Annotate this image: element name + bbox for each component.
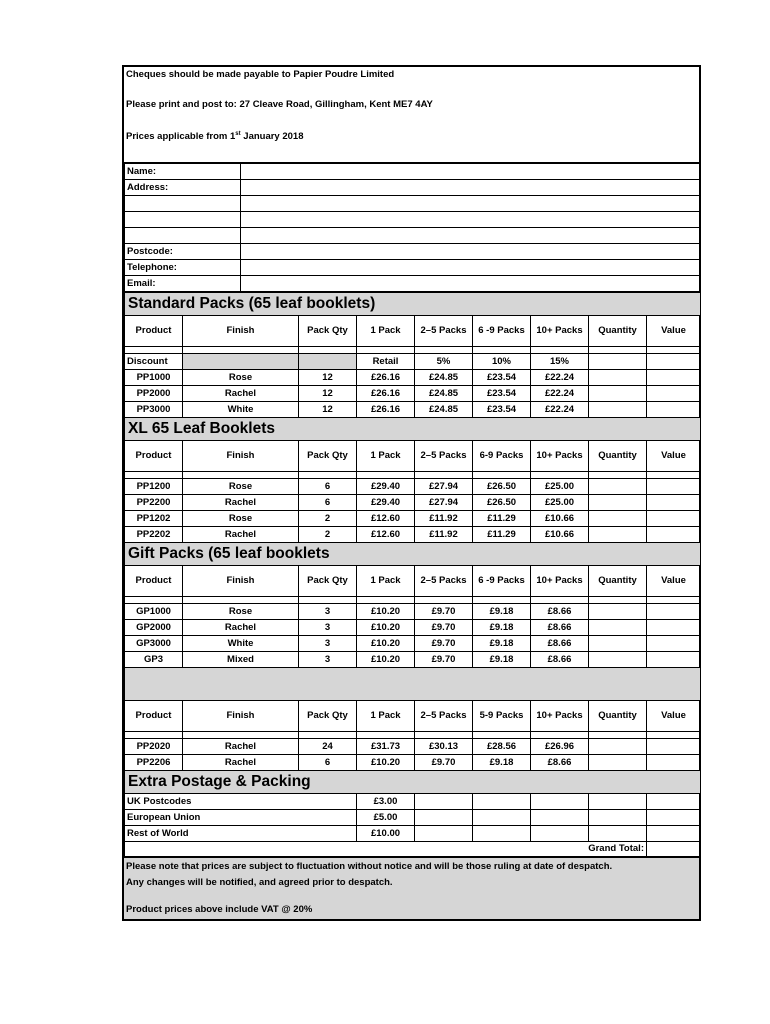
- spacer-cell: [589, 597, 647, 604]
- order-form: [122, 65, 701, 921]
- spacer-cell: [415, 472, 473, 479]
- discount-cell: 10%: [473, 354, 531, 370]
- col-2-5-packs: £30.13: [415, 739, 473, 755]
- col-product: PP1000: [125, 370, 183, 386]
- product-row: [125, 479, 701, 495]
- col-finish: White: [183, 402, 299, 418]
- col-finish: Rose: [183, 604, 299, 620]
- col-10-plus-packs-header: 10+ Packs: [531, 701, 589, 732]
- col-1-pack: £31.73: [357, 739, 415, 755]
- col-10-plus-packs: £8.66: [531, 755, 589, 771]
- xl-booklets: [125, 418, 701, 441]
- product-row: [125, 370, 701, 386]
- postage-cell: [531, 810, 589, 826]
- col-quantity[interactable]: [589, 755, 647, 771]
- customer-row: [125, 260, 701, 276]
- col-1-pack: £29.40: [357, 479, 415, 495]
- spacer-cell: [473, 597, 531, 604]
- col-10-plus-packs-header: 10+ Packs: [531, 566, 589, 597]
- customer-field-input[interactable]: [241, 212, 701, 228]
- customer-row: [125, 180, 701, 196]
- col-10-plus-packs: £22.24: [531, 402, 589, 418]
- customer-row: [125, 228, 701, 244]
- col-2-5-packs: £9.70: [415, 636, 473, 652]
- postage-cell: [531, 826, 589, 842]
- col-pack-qty: 3: [299, 604, 357, 620]
- col-1-pack: £26.16: [357, 402, 415, 418]
- col-2-5-packs: £27.94: [415, 479, 473, 495]
- spacer-cell: [589, 347, 647, 354]
- col-pack-qty-header: Pack Qty: [299, 316, 357, 347]
- spacer-cell: [183, 597, 299, 604]
- col-product: GP1000: [125, 604, 183, 620]
- postage-destination: European Union: [125, 810, 357, 826]
- spacer-cell: [531, 472, 589, 479]
- spacer-cell: [125, 347, 183, 354]
- customer-row: [125, 212, 701, 228]
- col-product: PP2200: [125, 495, 183, 511]
- col-1-pack: £10.20: [357, 620, 415, 636]
- spacer-cell: [125, 597, 183, 604]
- discount-cell: [647, 354, 701, 370]
- spacer-row: [125, 472, 701, 479]
- customer-row: [125, 164, 701, 180]
- extra-postage: [125, 771, 701, 794]
- customer-field-input[interactable]: [241, 180, 701, 196]
- col-quantity-header: Quantity: [589, 316, 647, 347]
- standard-packs: [125, 293, 701, 316]
- col-1-pack: £10.20: [357, 636, 415, 652]
- customer-field-label: Address:: [125, 180, 241, 196]
- form-header: [124, 67, 699, 163]
- customer-field-label: Name:: [125, 164, 241, 180]
- col-6-9-packs-header: 5-9 Packs: [473, 701, 531, 732]
- col-2-5-packs: £9.70: [415, 652, 473, 668]
- col-2-5-packs: £24.85: [415, 370, 473, 386]
- col-product: PP1200: [125, 479, 183, 495]
- spacer-cell: [531, 347, 589, 354]
- postage-price: £3.00: [357, 794, 415, 810]
- col-2-5-packs-header: 2–5 Packs: [415, 441, 473, 472]
- postage-cell: [531, 794, 589, 810]
- col-pack-qty: 12: [299, 386, 357, 402]
- col-1-pack: £26.16: [357, 386, 415, 402]
- col-product-header: Product: [125, 316, 183, 347]
- discount-cell: [299, 354, 357, 370]
- col-finish: Rose: [183, 370, 299, 386]
- spacer-cell: [299, 732, 357, 739]
- customer-field-label: Email:: [125, 276, 241, 292]
- col-10-plus-packs-header: 10+ Packs: [531, 316, 589, 347]
- col-1-pack-header: 1 Pack: [357, 566, 415, 597]
- discount-cell: [589, 354, 647, 370]
- col-6-9-packs: £9.18: [473, 652, 531, 668]
- product-row: [125, 636, 701, 652]
- col-6-9-packs-header: 6-9 Packs: [473, 441, 531, 472]
- col-6-9-packs: £9.18: [473, 604, 531, 620]
- postage-price: £5.00: [357, 810, 415, 826]
- product-row: [125, 386, 701, 402]
- col-2-5-packs-header: 2–5 Packs: [415, 316, 473, 347]
- blank-row: [125, 668, 701, 701]
- postage-destination: Rest of World: [125, 826, 357, 842]
- customer-field-input[interactable]: [241, 196, 701, 212]
- col-product: GP3000: [125, 636, 183, 652]
- col-value-header: Value: [647, 316, 701, 347]
- col-1-pack: £10.20: [357, 755, 415, 771]
- product-row: [125, 402, 701, 418]
- col-2-5-packs: £24.85: [415, 402, 473, 418]
- spacer-cell: [357, 597, 415, 604]
- customer-row: [125, 196, 701, 212]
- postage-cell[interactable]: [589, 826, 647, 842]
- postage-cell: [415, 794, 473, 810]
- col-value: [647, 495, 701, 511]
- col-6-9-packs: £23.54: [473, 386, 531, 402]
- col-6-9-packs: £26.50: [473, 479, 531, 495]
- col-quantity[interactable]: [589, 636, 647, 652]
- col-quantity[interactable]: [589, 511, 647, 527]
- col-10-plus-packs: £25.00: [531, 495, 589, 511]
- discount-cell: Discount: [125, 354, 183, 370]
- postage-cell: [473, 810, 531, 826]
- col-product: GP2000: [125, 620, 183, 636]
- col-10-plus-packs: £26.96: [531, 739, 589, 755]
- col-10-plus-packs-header: 10+ Packs: [531, 441, 589, 472]
- col-value: [647, 636, 701, 652]
- col-2-5-packs: £24.85: [415, 386, 473, 402]
- gift-packs: [125, 543, 701, 566]
- spacer-cell: [357, 732, 415, 739]
- notes: [124, 857, 699, 919]
- column-header-row: [125, 701, 701, 732]
- col-finish: Rachel: [183, 755, 299, 771]
- col-value: [647, 620, 701, 636]
- col-quantity[interactable]: [589, 604, 647, 620]
- col-2-5-packs-header: 2–5 Packs: [415, 566, 473, 597]
- col-finish-header: Finish: [183, 441, 299, 472]
- col-6-9-packs: £26.50: [473, 495, 531, 511]
- customer-row: [125, 276, 701, 292]
- product-row: [125, 495, 701, 511]
- xl-booklets-title: XL 65 Leaf Booklets: [125, 418, 701, 441]
- col-product-header: Product: [125, 566, 183, 597]
- customer-field-input[interactable]: [241, 164, 701, 180]
- price-table: [124, 292, 701, 857]
- postage-row: [125, 810, 701, 826]
- col-1-pack: £10.20: [357, 652, 415, 668]
- postage-cell: [473, 794, 531, 810]
- spacer-cell: [357, 472, 415, 479]
- col-1-pack: £29.40: [357, 495, 415, 511]
- standard-packs-title: Standard Packs (65 leaf booklets): [125, 293, 701, 316]
- col-pack-qty: 6: [299, 479, 357, 495]
- spacer-row: [125, 732, 701, 739]
- col-value: [647, 479, 701, 495]
- product-row: [125, 739, 701, 755]
- product-row: [125, 511, 701, 527]
- gift-packs-title: Gift Packs (65 leaf booklets: [125, 543, 701, 566]
- col-value: [647, 402, 701, 418]
- col-6-9-packs: £9.18: [473, 636, 531, 652]
- spacer-cell: [473, 732, 531, 739]
- product-row: [125, 527, 701, 543]
- notes-line-2: Any changes will be notified, and agreed prior to despatch.: [126, 877, 393, 888]
- col-10-plus-packs: £25.00: [531, 479, 589, 495]
- customer-field-label: Postcode:: [125, 244, 241, 260]
- product-row: [125, 755, 701, 771]
- col-1-pack-header: 1 Pack: [357, 701, 415, 732]
- col-pack-qty-header: Pack Qty: [299, 441, 357, 472]
- col-product: PP2000: [125, 386, 183, 402]
- col-2-5-packs: £27.94: [415, 495, 473, 511]
- customer-field-label: Telephone:: [125, 260, 241, 276]
- extra-postage-title: Extra Postage & Packing: [125, 771, 701, 794]
- spacer-cell: [473, 347, 531, 354]
- spacer-cell: [299, 472, 357, 479]
- col-pack-qty: 2: [299, 511, 357, 527]
- col-pack-qty-header: Pack Qty: [299, 701, 357, 732]
- col-10-plus-packs: £10.66: [531, 511, 589, 527]
- col-10-plus-packs: £22.24: [531, 370, 589, 386]
- col-finish-header: Finish: [183, 316, 299, 347]
- col-1-pack: £10.20: [357, 604, 415, 620]
- col-product-header: Product: [125, 701, 183, 732]
- col-finish-header: Finish: [183, 566, 299, 597]
- spacer-cell: [125, 732, 183, 739]
- customer-field-label: [125, 212, 241, 228]
- col-pack-qty: 3: [299, 620, 357, 636]
- col-product-header: Product: [125, 441, 183, 472]
- discount-row: [125, 354, 701, 370]
- col-quantity-header: Quantity: [589, 441, 647, 472]
- blank-band: [125, 668, 701, 701]
- customer-field-input[interactable]: [241, 228, 701, 244]
- postage-cell[interactable]: [589, 810, 647, 826]
- col-10-plus-packs: £8.66: [531, 652, 589, 668]
- postal-address: Please print and post to: 27 Cleave Road, Gillingham, Kent ME7 4AY: [126, 99, 433, 110]
- col-finish: Rachel: [183, 495, 299, 511]
- col-value: [647, 511, 701, 527]
- spacer-cell: [125, 472, 183, 479]
- discount-cell: 15%: [531, 354, 589, 370]
- postage-price: £10.00: [357, 826, 415, 842]
- col-finish: White: [183, 636, 299, 652]
- col-finish: Rachel: [183, 527, 299, 543]
- spacer-cell: [647, 597, 701, 604]
- customer-field-label: [125, 196, 241, 212]
- col-6-9-packs: £28.56: [473, 739, 531, 755]
- col-quantity-header: Quantity: [589, 566, 647, 597]
- col-value: [647, 652, 701, 668]
- postage-row: [125, 794, 701, 810]
- customer-field-input[interactable]: [241, 244, 701, 260]
- col-pack-qty: 12: [299, 402, 357, 418]
- postage-destination: UK Postcodes: [125, 794, 357, 810]
- col-2-5-packs-header: 2–5 Packs: [415, 701, 473, 732]
- col-2-5-packs: £11.92: [415, 511, 473, 527]
- col-finish: Rachel: [183, 739, 299, 755]
- spacer-cell: [299, 347, 357, 354]
- col-6-9-packs-header: 6 -9 Packs: [473, 566, 531, 597]
- col-quantity[interactable]: [589, 495, 647, 511]
- spacer-cell: [183, 472, 299, 479]
- col-value: [647, 755, 701, 771]
- col-2-5-packs: £11.92: [415, 527, 473, 543]
- col-1-pack: £12.60: [357, 527, 415, 543]
- col-value: [647, 370, 701, 386]
- col-finish: Mixed: [183, 652, 299, 668]
- postage-cell: [473, 826, 531, 842]
- col-pack-qty: 6: [299, 495, 357, 511]
- postage-cell: [647, 826, 701, 842]
- spacer-cell: [647, 347, 701, 354]
- col-pack-qty: 24: [299, 739, 357, 755]
- col-value: [647, 604, 701, 620]
- col-quantity[interactable]: [589, 402, 647, 418]
- postage-cell: [647, 794, 701, 810]
- grand-total-row: [125, 842, 701, 857]
- cheques-note: Cheques should be made payable to Papier Poudre Limited: [126, 69, 395, 80]
- col-6-9-packs: £9.18: [473, 620, 531, 636]
- col-finish: Rose: [183, 479, 299, 495]
- product-row: [125, 604, 701, 620]
- col-product: PP2206: [125, 755, 183, 771]
- column-header-row: [125, 316, 701, 347]
- col-finish-header: Finish: [183, 701, 299, 732]
- col-1-pack-header: 1 Pack: [357, 441, 415, 472]
- customer-field-label: [125, 228, 241, 244]
- discount-cell: Retail: [357, 354, 415, 370]
- col-10-plus-packs: £8.66: [531, 636, 589, 652]
- col-quantity[interactable]: [589, 739, 647, 755]
- col-finish: Rachel: [183, 620, 299, 636]
- spacer-row: [125, 597, 701, 604]
- col-pack-qty: 3: [299, 636, 357, 652]
- column-header-row: [125, 441, 701, 472]
- product-row: [125, 620, 701, 636]
- col-1-pack-header: 1 Pack: [357, 316, 415, 347]
- spacer-cell: [473, 472, 531, 479]
- col-6-9-packs: £11.29: [473, 527, 531, 543]
- prices-date: Prices applicable from 1st January 2018: [126, 131, 304, 143]
- col-finish: Rachel: [183, 386, 299, 402]
- col-quantity[interactable]: [589, 652, 647, 668]
- col-1-pack: £12.60: [357, 511, 415, 527]
- col-10-plus-packs: £8.66: [531, 620, 589, 636]
- spacer-cell: [647, 732, 701, 739]
- column-header-row: [125, 566, 701, 597]
- postage-cell: [415, 810, 473, 826]
- product-row: [125, 652, 701, 668]
- col-6-9-packs: £11.29: [473, 511, 531, 527]
- spacer-cell: [299, 597, 357, 604]
- col-6-9-packs: £23.54: [473, 370, 531, 386]
- spacer-cell: [589, 732, 647, 739]
- discount-cell: 5%: [415, 354, 473, 370]
- postage-cell: [415, 826, 473, 842]
- col-pack-qty: 2: [299, 527, 357, 543]
- spacer-row: [125, 347, 701, 354]
- spacer-cell: [415, 347, 473, 354]
- col-quantity[interactable]: [589, 386, 647, 402]
- postage-row: [125, 826, 701, 842]
- col-10-plus-packs: £22.24: [531, 386, 589, 402]
- col-quantity[interactable]: [589, 527, 647, 543]
- discount-cell: [183, 354, 299, 370]
- col-value: [647, 386, 701, 402]
- col-6-9-packs-header: 6 -9 Packs: [473, 316, 531, 347]
- spacer-cell: [415, 732, 473, 739]
- postage-cell: [647, 810, 701, 826]
- col-10-plus-packs: £8.66: [531, 604, 589, 620]
- spacer-cell: [183, 347, 299, 354]
- col-product: PP1202: [125, 511, 183, 527]
- notes-line-3: Product prices above include VAT @ 20%: [126, 904, 313, 915]
- col-value: [647, 527, 701, 543]
- customer-row: [125, 244, 701, 260]
- spacer-cell: [183, 732, 299, 739]
- col-2-5-packs: £9.70: [415, 755, 473, 771]
- spacer-cell: [415, 597, 473, 604]
- col-quantity[interactable]: [589, 370, 647, 386]
- col-10-plus-packs: £10.66: [531, 527, 589, 543]
- col-product: PP2202: [125, 527, 183, 543]
- col-pack-qty-header: Pack Qty: [299, 566, 357, 597]
- col-6-9-packs: £9.18: [473, 755, 531, 771]
- grand-total-value: [647, 842, 701, 857]
- customer-field-input[interactable]: [241, 276, 701, 292]
- customer-details: [124, 163, 701, 292]
- col-quantity[interactable]: [589, 479, 647, 495]
- col-value-header: Value: [647, 701, 701, 732]
- col-value-header: Value: [647, 441, 701, 472]
- col-finish: Rose: [183, 511, 299, 527]
- col-pack-qty: 6: [299, 755, 357, 771]
- spacer-cell: [531, 732, 589, 739]
- col-value-header: Value: [647, 566, 701, 597]
- col-pack-qty: 12: [299, 370, 357, 386]
- col-product: PP3000: [125, 402, 183, 418]
- spacer-cell: [589, 472, 647, 479]
- postage-cell[interactable]: [589, 794, 647, 810]
- col-quantity-header: Quantity: [589, 701, 647, 732]
- spacer-cell: [647, 472, 701, 479]
- customer-field-input[interactable]: [241, 260, 701, 276]
- col-value: [647, 739, 701, 755]
- col-6-9-packs: £23.54: [473, 402, 531, 418]
- col-product: GP3: [125, 652, 183, 668]
- col-pack-qty: 3: [299, 652, 357, 668]
- grand-total-label: Grand Total:: [125, 842, 647, 857]
- col-product: PP2020: [125, 739, 183, 755]
- col-1-pack: £26.16: [357, 370, 415, 386]
- col-2-5-packs: £9.70: [415, 620, 473, 636]
- spacer-cell: [357, 347, 415, 354]
- col-quantity[interactable]: [589, 620, 647, 636]
- notes-line-1: Please note that prices are subject to fluctuation without notice and will be those ruling at date of despatch.: [126, 861, 613, 872]
- col-2-5-packs: £9.70: [415, 604, 473, 620]
- spacer-cell: [531, 597, 589, 604]
